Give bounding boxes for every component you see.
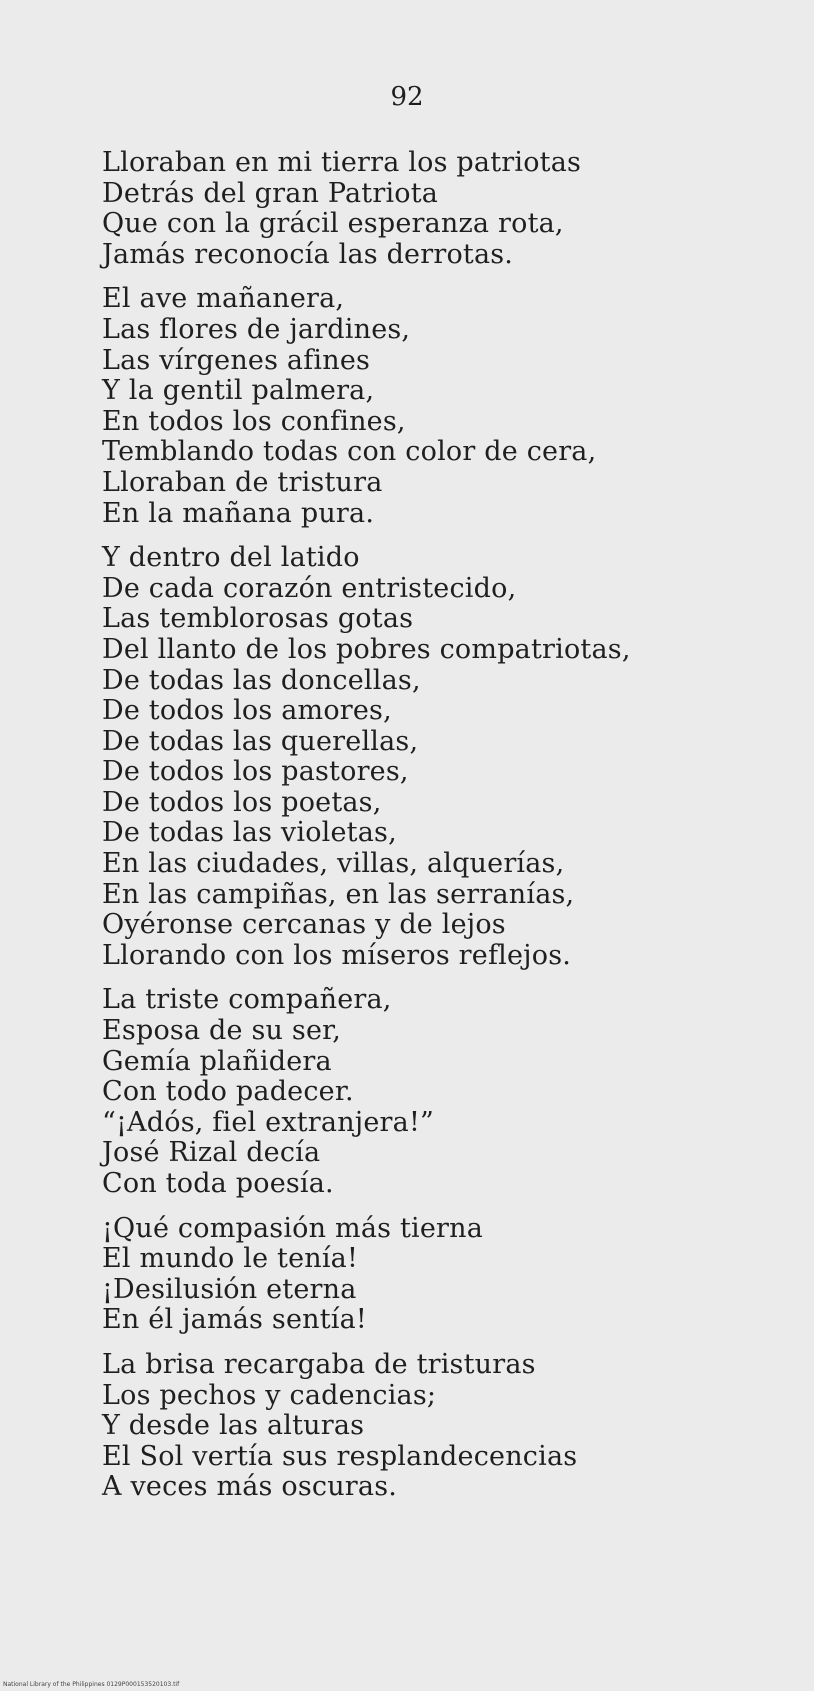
- poem-line: De todas las violetas,: [102, 817, 397, 849]
- stanza-4: [102, 985, 802, 1199]
- poem-line: Con todo padecer.: [102, 1076, 354, 1108]
- poem-line: Oyéronse cercanas y de lejos: [102, 909, 506, 941]
- stanza-1: [102, 148, 802, 270]
- stanza-5: [102, 1214, 802, 1336]
- poem-line: El ave mañanera,: [102, 283, 345, 315]
- poem-line: José Rizal decía: [102, 1137, 321, 1169]
- poem-line: Lloraban de tristura: [102, 466, 383, 498]
- poem-line: El Sol vertía sus resplandecencias: [102, 1440, 578, 1472]
- poem-line: ¡Qué compasión más tierna: [102, 1212, 484, 1244]
- poem-line: De todos los pastores,: [102, 756, 409, 788]
- poem-line: En las ciudades, villas, alquerías,: [102, 848, 565, 880]
- poem-line: Con toda poesía.: [102, 1168, 334, 1199]
- poem-line: La brisa recargaba de tristuras: [102, 1348, 536, 1380]
- poem-line: Y la gentil palmera,: [102, 375, 375, 407]
- poem-line: Y desde las alturas: [102, 1410, 365, 1442]
- poem-line: El mundo le tenía!: [102, 1243, 359, 1275]
- poem-line: De todos los poetas,: [102, 786, 382, 818]
- poem-line: Jamás reconocía las derrotas.: [102, 238, 514, 270]
- poem-line: ¡Desilusión eterna: [102, 1273, 357, 1305]
- poem-line: En todos los confines,: [102, 405, 406, 437]
- poem-line: Esposa de su ser,: [102, 1015, 342, 1047]
- poem-line: Y dentro del latido: [102, 542, 360, 574]
- poem-line: Llorando con los míseros reflejos.: [102, 939, 572, 971]
- poem-line: La triste compañera,: [102, 984, 392, 1016]
- poem-line: De todas las doncellas,: [102, 664, 421, 696]
- poem-line: De todas las querellas,: [102, 725, 419, 757]
- poem-line: Las flores de jardines,: [102, 313, 411, 345]
- poem-line: De todos los amores,: [102, 695, 392, 727]
- poem: [102, 148, 802, 1517]
- poem-line: Que con la grácil esperanza rota,: [102, 208, 564, 240]
- poem-line: De cada corazón entristecido,: [102, 572, 517, 604]
- stanza-2: [102, 284, 802, 529]
- poem-line: Los pechos y cadencias;: [102, 1379, 437, 1411]
- page-number: 92: [390, 82, 424, 112]
- poem-line: En las campiñas, en las serranías,: [102, 878, 575, 910]
- poem-line: “¡Adós, fiel extranjera!”: [102, 1106, 434, 1138]
- poem-line: Las temblorosas gotas: [102, 603, 414, 635]
- poem-line: En él jamás sentía!: [102, 1304, 367, 1336]
- poem-line: Gemía plañidera: [102, 1045, 332, 1077]
- poem-line: Del llanto de los pobres compatriotas,: [102, 633, 631, 665]
- poem-line: Lloraban en mi tierra los patriotas: [102, 147, 582, 178]
- poem-line: Temblando todas con color de cera,: [102, 436, 597, 468]
- poem-line: A veces más oscuras.: [102, 1471, 398, 1503]
- stanza-3: [102, 543, 802, 971]
- stanza-6: [102, 1350, 802, 1503]
- poem-line: Detrás del gran Patriota: [102, 177, 439, 209]
- scan-footer: National Library of the Philippines 0129P000153520103.tif: [3, 1681, 180, 1688]
- poem-line: Las vírgenes afines: [102, 344, 371, 376]
- poem-line: En la mañana pura.: [102, 497, 375, 529]
